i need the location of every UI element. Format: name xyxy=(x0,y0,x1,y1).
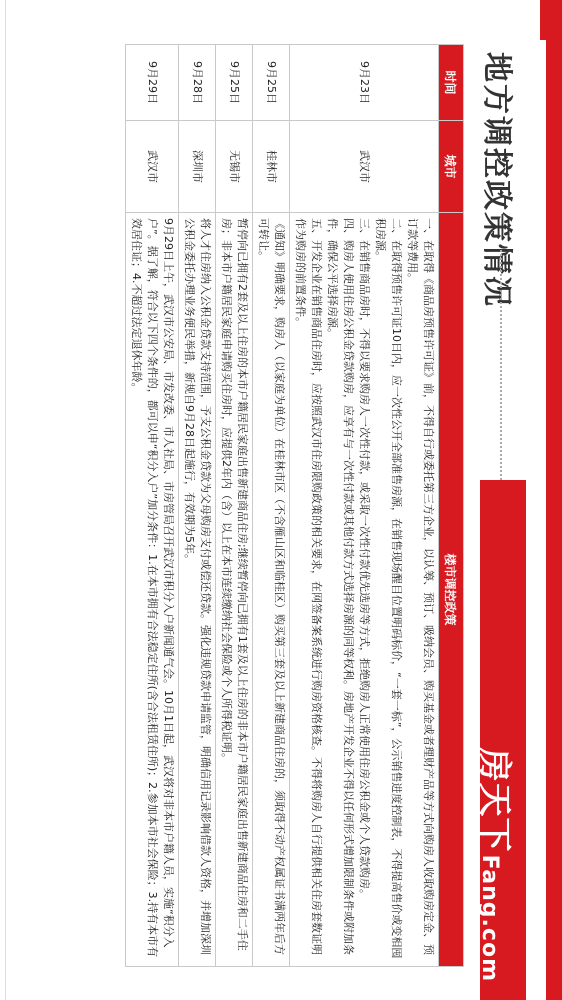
top-accent-notch xyxy=(540,0,546,40)
policy-line: 9月29日上午，武汉市公安局、市发改委、市人社局、市房管局召开武汉市积分入户新闻通气会。10月1日起，武汉将对非本市户籍人员，实施“积分入户”。据了解，符合以下四个条件的，都可以申“积分入户”加分条件：1.在本市拥有合法稳定住所(含合法租赁住所)；2.参加本市社会保险；3.持有本市有效居住证；4.不超过法定退休年龄。 xyxy=(130,218,175,958)
policy-line: 五、开发企业在销售商品住房时，应按照武汉市住房限购政策的相关要求，在网签备案系统进行购房资格核查。不得将购房人自行提供相关住房套数证明作为购房的前置条件。 xyxy=(294,218,323,955)
cell-city: 深圳市 xyxy=(179,121,216,213)
table-row xyxy=(290,45,439,967)
policy-line: 三、在销售商品房时，不得以要求购房人一次性付款，或采取一次性付款优先选房等方式，拒绝购房人正常使用住房公积金或个人贷款购房。 xyxy=(358,218,371,900)
bottom-divider xyxy=(5,0,6,1000)
cell-date: 9月25日 xyxy=(253,45,290,121)
policy-line: 二、在取得预售许可证10日内，应一次性公开全部准售房源，在销售现场醒目位置明码标价，“一套一标”，公示销售进度控制表，不得提高售价或变相囤积房源。 xyxy=(374,218,403,959)
brand-logo-banner xyxy=(474,480,526,1000)
cell-date: 9月29日 xyxy=(126,45,179,121)
cell-city: 武汉市 xyxy=(290,121,439,213)
cell-date: 9月28日 xyxy=(179,45,216,121)
table-row xyxy=(253,45,290,967)
cell-policy xyxy=(179,213,216,967)
policy-line: 《通知》明确要求，购房人（以家庭为单位）在桂林市区（不含雁山区和临桂区）购买第三套及以上新建商品住房的，须取得不动产权属证书满两年后方可转让。 xyxy=(257,218,286,955)
title-divider xyxy=(500,250,502,480)
header-date: 时间 xyxy=(439,45,464,121)
table-header-row xyxy=(439,45,464,967)
cell-date: 9月25日 xyxy=(216,45,253,121)
logo-main-text: 房天下 xyxy=(474,747,514,853)
table-row xyxy=(126,45,179,967)
page-title: 地方调控政策情况 xyxy=(479,52,514,308)
cell-policy xyxy=(216,213,253,967)
policy-line: 暂停向已拥有2套及以上住房的本市户籍居民家庭出售新建商品住房;继续暂停向已拥有1套及以上住房的非本市户籍居民家庭出售新建商品住房和二手住房；非本市户籍居民家庭申请购买住房时，应提供2年内（含）以上在本市连续缴纳社会保险或个人所得税证明。 xyxy=(220,218,249,951)
table-row xyxy=(179,45,216,967)
cell-city: 武汉市 xyxy=(126,121,179,213)
cell-city: 无锡市 xyxy=(216,121,253,213)
brand-logo xyxy=(473,748,522,982)
cell-date: 9月23日 xyxy=(290,45,439,121)
policy-line: 四、购房人使用住房公积金贷款购房，应享有与一次性付款或其他付款方式选择房源的同等权利。房地产开发企业不得以任何形式增加限制条件或附加条件，确保公平选择房源。 xyxy=(326,218,355,955)
header-policy: 楼市调控政策 xyxy=(439,213,464,967)
table-row xyxy=(216,45,253,967)
cell-policy xyxy=(253,213,290,967)
policy-line: 一、在取得《商品房预售许可证》前，不得自行或委托第三方企业，以认筹、预订、吸纳会员、购买基金或者理财产品等方式向购房人收取购房定金、预订款等费用。 xyxy=(406,218,435,955)
top-accent-bar xyxy=(546,0,562,1000)
cell-policy xyxy=(290,213,439,967)
logo-sub-text: Fang.com xyxy=(477,854,502,982)
cell-city: 桂林市 xyxy=(253,121,290,213)
header-city: 城市 xyxy=(439,121,464,213)
table-body xyxy=(126,45,439,967)
policy-line: 将人才住房纳入公积金贷款支持范围，予支公积金贷款为父母购房支付或偿还贷款。强化违规贷款申请监管，明确信用记录影响借款人资格，并增加深圳公积金委托办理业务便民举措，新规自9月28日起施行，有效期为5年。 xyxy=(183,218,212,955)
cell-policy xyxy=(126,213,179,967)
policy-table xyxy=(125,44,464,967)
